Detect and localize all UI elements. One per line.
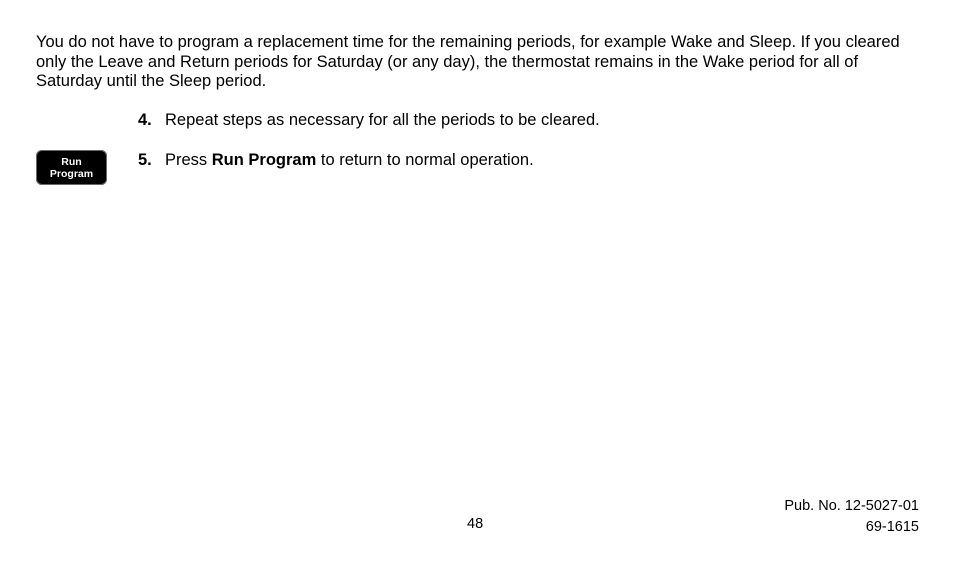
page-number: 48	[467, 516, 484, 532]
run-program-button-icon	[36, 150, 107, 185]
doc-number: 69-1615	[865, 519, 919, 535]
step-4	[138, 110, 600, 130]
step-number: 5.	[138, 151, 152, 169]
step-text: Repeat steps as necessary for all the periods to be cleared.	[165, 111, 600, 129]
publication-info	[784, 496, 919, 538]
step-text-bold: Run Program	[211, 151, 317, 169]
intro-paragraph: You do not have to program a replacement time for the remaining periods, for example Wake and Sleep. If you cleared only the Leave and Return periods for Saturday (or any day), the thermostat remains in the Wake period for all of Saturday until the Sleep period.	[36, 33, 900, 90]
step-text-after: to return to normal operation.	[316, 151, 534, 169]
step-5	[138, 150, 534, 170]
step-text-before: Press	[165, 151, 212, 169]
step-number: 4.	[138, 111, 152, 129]
pub-number: Pub. No. 12-5027-01	[784, 498, 919, 514]
button-label-line1: Run	[61, 156, 82, 168]
button-label-line2: Program	[49, 168, 94, 180]
